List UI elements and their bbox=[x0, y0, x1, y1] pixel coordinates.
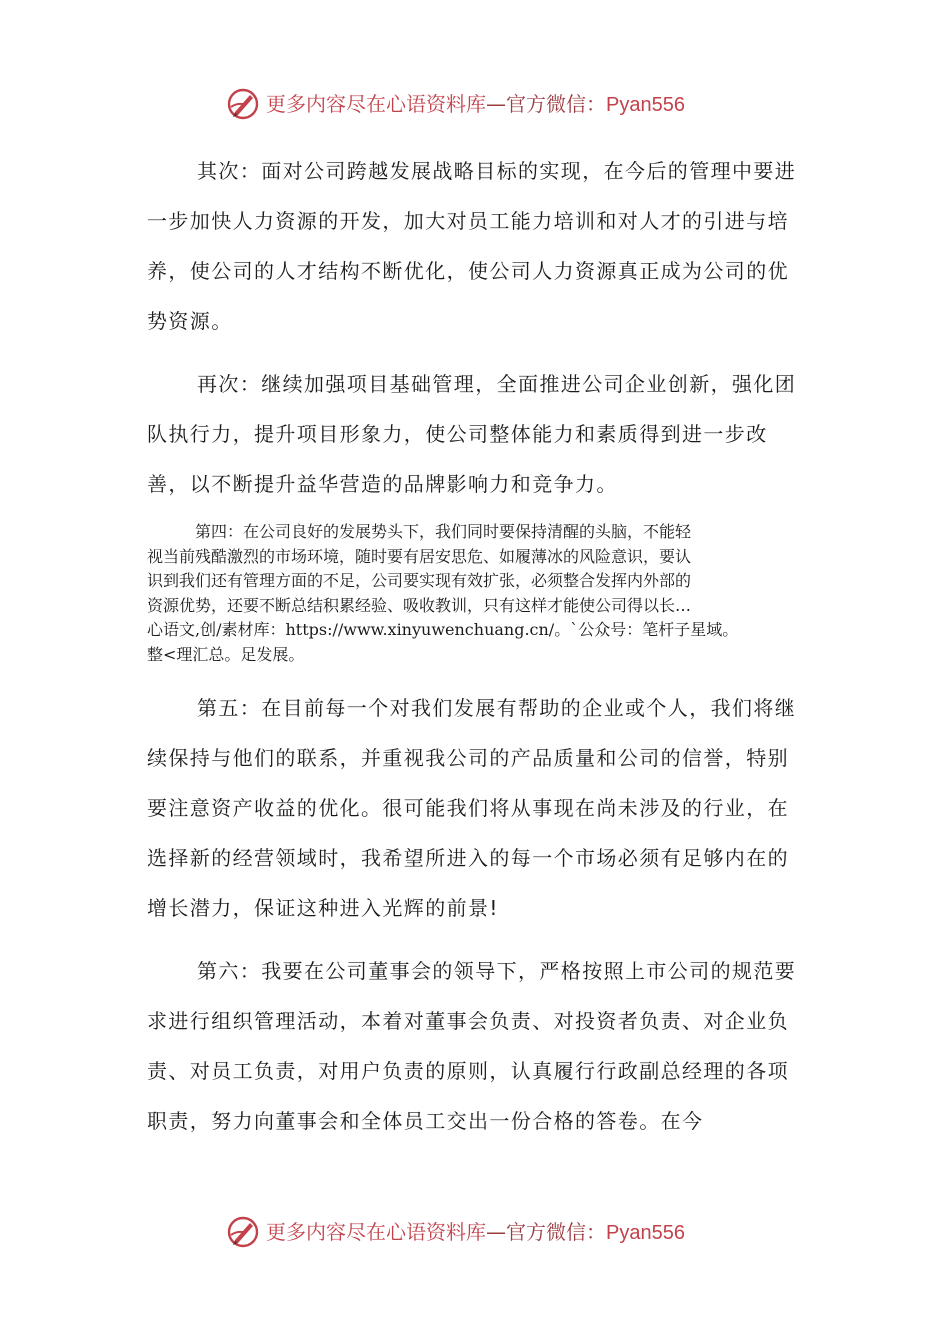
paragraph-3-line: 视当前残酷激烈的市场环境，随时要有居安思危、如履薄冰的风险意识，要认 bbox=[147, 546, 692, 566]
paragraph-3-line: 资源优势，还要不断总结积累经验、吸收教训，只有这样才能使公司得以长… bbox=[147, 595, 692, 615]
paragraph-4: 第五：在目前每一个对我们发展有帮助的企业或个人，我们将继续保持与他们的联系，并重视我公司的产品质量和公司的信誉，特别要注意资产收益的优化。很可能我们将从事现在尚未涉及的行业，在选择新的经营领域时，我希望所进入的每一个市场必须有足够内在的增长潜力，保证这种进入光辉的前景! bbox=[147, 696, 797, 920]
banner-handle: Pyan556 bbox=[606, 94, 685, 116]
paragraph-3-line: 识到我们还有管理方面的不足，公司要实现有效扩张，必须整合发挥内外部的 bbox=[147, 571, 692, 590]
banner-lead: 更多内容尽在心语资料库 bbox=[266, 1220, 486, 1244]
banner-text bbox=[266, 1217, 685, 1247]
footer-banner bbox=[0, 1211, 950, 1251]
banner-lead: 更多内容尽在心语资料库 bbox=[266, 92, 486, 116]
paragraph-5: 第六：我要在公司董事会的领导下，严格按照上市公司的规范要求进行组织管理活动，本着对董事会负责、对投资者负责、对企业负责、对员工负责，对用户负责的原则，认真履行行政副总经理的各项职责，努力向董事会和全体员工交出一份合格的答卷。在今 bbox=[147, 959, 797, 1133]
banner-text bbox=[266, 89, 685, 119]
paragraph-3-line: 整<理汇总。足发展。 bbox=[147, 644, 305, 664]
paragraph-3-line: 第四：在公司良好的发展势头下，我们同时要保持清醒的头脑，不能轻 bbox=[195, 522, 692, 541]
paragraph-2: 再次：继续加强项目基础管理，全面推进公司企业创新，强化团队执行力，提升项目形象力，使公司整体能力和素质得到进一步改善，以不断提升益华营造的品牌影响力和竞争力。 bbox=[147, 372, 797, 496]
paragraph-3 bbox=[147, 520, 837, 667]
paragraph-1: 其次：面对公司跨越发展战略目标的实现，在今后的管理中要进一步加快人力资源的开发，加大对员工能力培训和对人才的引进与培养，使公司的人才结构不断优化，使公司人力资源真正成为公司的优势资源。 bbox=[147, 159, 797, 333]
banner-middle: —官方微信： bbox=[486, 92, 606, 116]
pen-logo-icon bbox=[226, 87, 260, 121]
banner-handle: Pyan556 bbox=[606, 1222, 685, 1244]
banner-middle: —官方微信： bbox=[486, 1220, 606, 1244]
paragraph-3-line: 心语文,创/素材库：https://www.xinyuwenchuang.cn/。`公众号：笔杆子星域。 bbox=[147, 620, 739, 639]
header-banner bbox=[0, 83, 950, 123]
pen-logo-icon bbox=[226, 1215, 260, 1249]
